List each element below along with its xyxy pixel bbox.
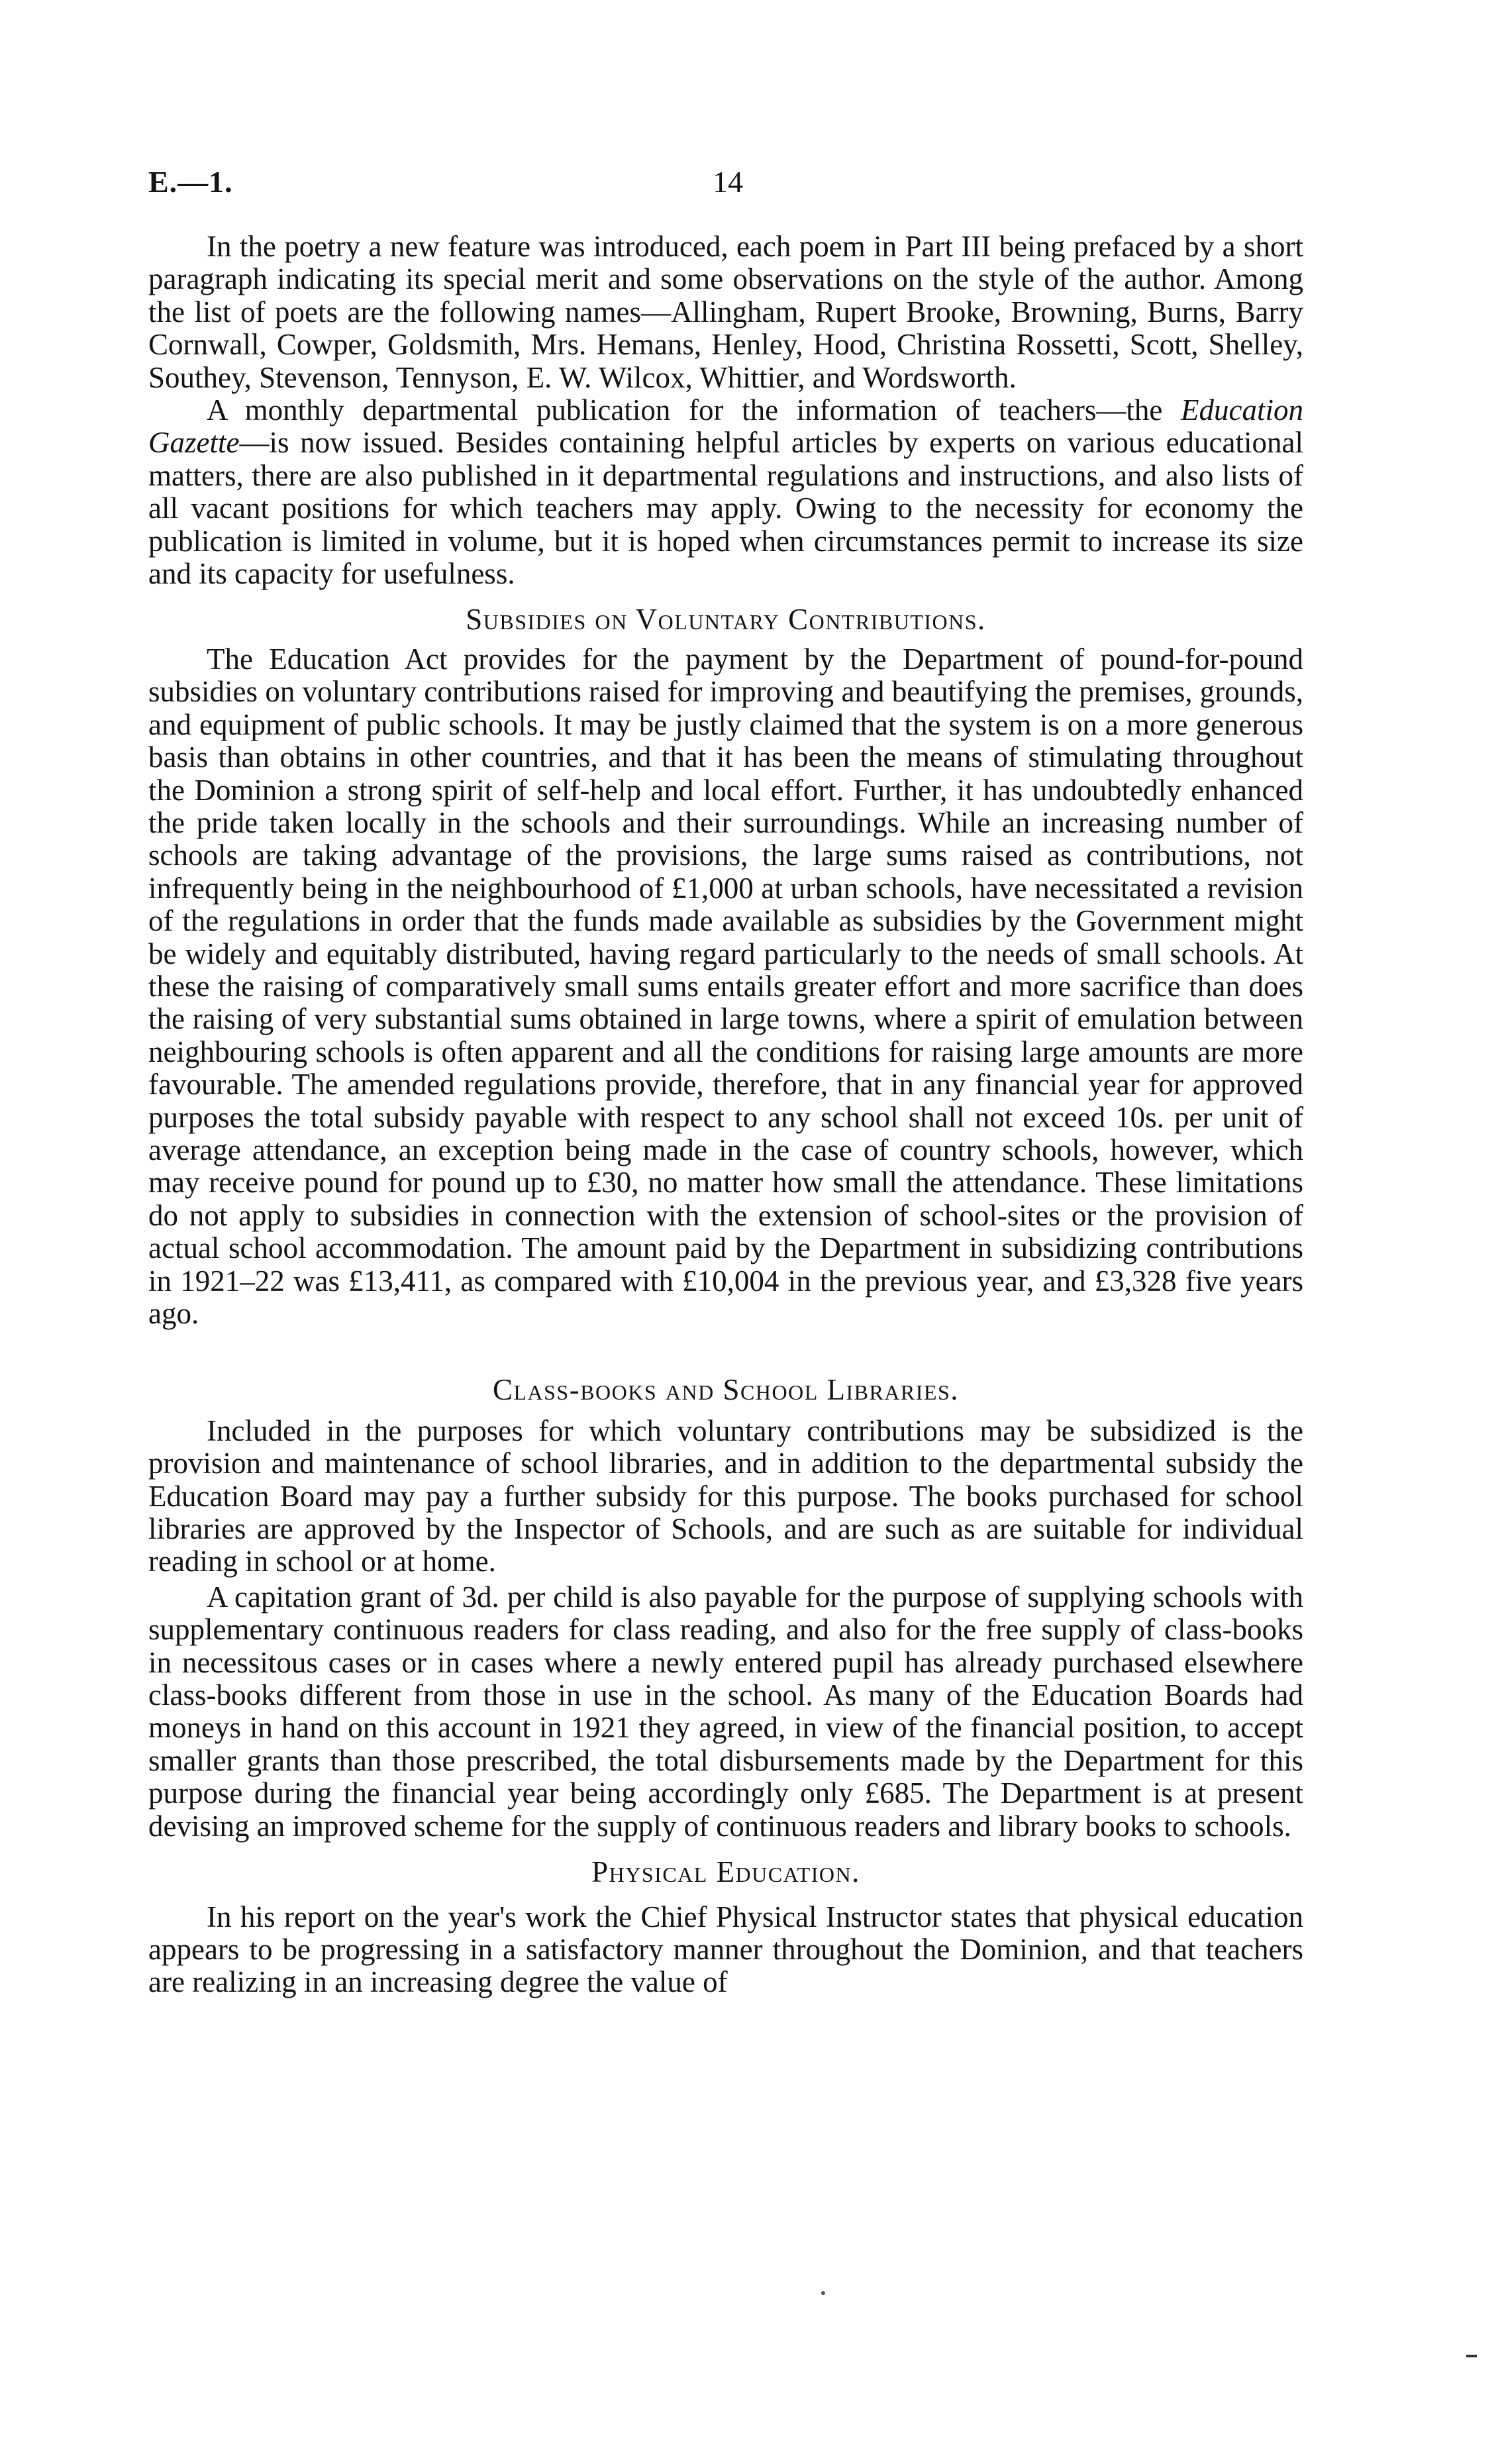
section-heading-class-books: Class-books and School Libraries. (492, 1373, 960, 1407)
paragraph-poetry: In the poetry a new feature was introduced, each poem in Part III being prefaced by a short paragraph indicating its special merit and some observations on the style of the author. Among the list of poets are the following names—Allingham, Rupert Brooke, Browning, Burns, Barry Cornwall, Cowper, Goldsmith, Mrs. Hemans, Henley, Hood, Christina Rossetti, Scott, Shelley, Southey, Stevenson, Tennyson, E. W. Wilcox, Whittier, and Wordsworth. (148, 230, 1303, 394)
page-header (148, 164, 1303, 207)
paragraph-capitation-grant: A capitation grant of 3d. per child is also payable for the purpose of supplying schools with supplementary continuous readers for class reading, and also for the free supply of class-books in necessitous cases or in cases where a newly entered pupil has already purchased elsewhere class-books different from those in use in the school. As many of the Education Boards had moneys in hand on this account in 1921 they agreed, in view of the financial position, to accept smaller grants than those prescribed, the total disbursements made by the Department for this purpose during the financial year being accordingly only £685. The Department is at present devising an improved scheme for the supply of continuous readers and library books to schools. (148, 1580, 1303, 1843)
paragraph-education-gazette (148, 394, 1303, 590)
gazette-text-before: A monthly departmental publication for the information of teachers—the (207, 393, 1181, 427)
paragraph-libraries: Included in the purposes for which voluntary contributions may be subsidized is the provision and maintenance of school libraries, and in addition to the departmental subsidy the Education Board may pay a further subsidy for this purpose. The books purchased for school libraries are approved by the Inspector of Schools, and are such as are suitable for individual reading in school or at home. (148, 1413, 1303, 1578)
gazette-text-after: —is now issued. Besides containing helpful articles by experts on various educational matters, there are also published in it departmental regulations and instructions, and also lists of all vacant positions for which teachers may apply. Owing to the necessity for economy the publication is limited in volume, but it is hoped when circumstances permit to increase its size and its capacity for usefulness. (148, 426, 1303, 591)
page-number: 14 (713, 165, 743, 199)
paragraph-physical-education: In his report on the year's work the Chief Physical Instructor states that physical education appears to be progressing in a satisfactory manner throughout the Dominion, and that teachers are realizing in an increasing degree the value of (148, 1900, 1303, 1999)
section-heading-subsidies: Subsidies on Voluntary Contributions. (466, 603, 986, 637)
paragraph-subsidies: The Education Act provides for the payment by the Department of pound-for-pound subsidies on voluntary contributions raised for improving and beautifying the premises, grounds, and equipment of public schools. It may be justly claimed that the system is on a more generous basis than obtains in other countries, and that it has been the means of stimulating throughout the Dominion a strong spirit of self-help and local effort. Further, it has undoubtedly enhanced the pride taken locally in the schools and their surroundings. While an increasing number of schools are taking advantage of the provisions, the large sums raised as contributions, not infrequently being in the neighbourhood of £1,000 at urban schools, have necessitated a revision of the regulations in order that the funds made available as subsidies by the Government might be widely and equitably distributed, having regard particularly to the needs of small schools. At these the raising of comparatively small sums entails greater effort and more sacrifice than does the raising of very substantial sums obtained in large towns, where a spirit of emulation between neighbouring schools is often apparent and all the conditions for raising large amounts are more favourable. The amended regulations provide, therefore, that in any financial year for approved purposes the total subsidy payable with respect to any school shall not exceed 10s. per unit of average attendance, an exception being made in the case of country schools, however, which may receive pound for pound up to £30, no matter how small the attendance. These limitations do not apply to subsidies in connection with the extension of school-sites or the provision of actual school accommodation. The amount paid by the Department in subsidizing contributions in 1921–22 was £13,411, as compared with £10,004 in the previous year, and £3,328 five years ago. (148, 642, 1303, 1330)
section-heading-physical-education: Physical Education. (591, 1855, 860, 1889)
gazette-title: Education Gazette (148, 393, 1303, 460)
speck-dash (1466, 2355, 1477, 2357)
speck-dot (821, 2291, 825, 2295)
body-text (148, 231, 1303, 1999)
document-reference: E.—1. (148, 165, 233, 199)
